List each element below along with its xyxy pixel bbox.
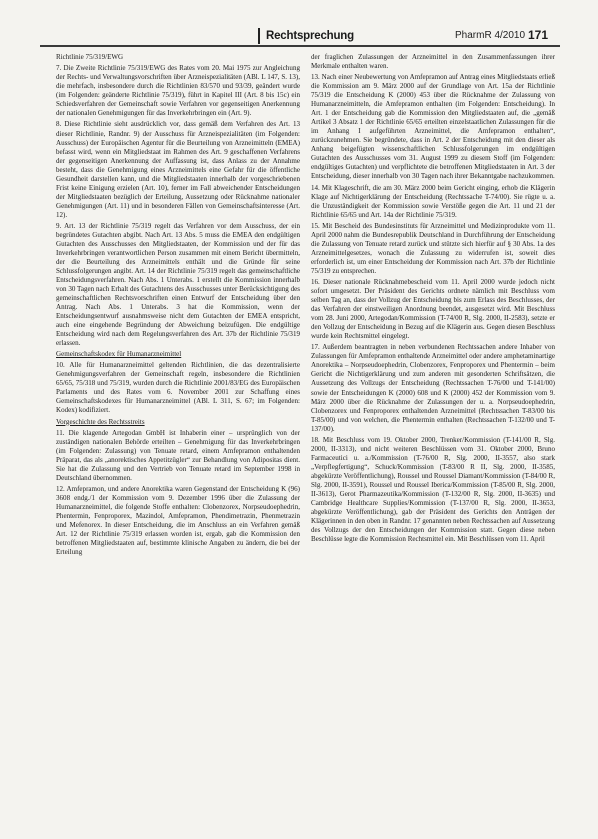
paragraph: 16. Dieser nationale Rücknahmebescheid vom 11. April 2000 wurde jedoch nicht sofort umgesetzt. Der Präsident des Gerichts ordnete nämlich mit Beschluss vom selben Tag an, dass der Vollzug der Entscheidung bis zum Erlass des Beschlusses, der das Verfahren der einstweiligen Anordnung beendet, ausgesetzt wird. Mit Beschluss vom 28. Juni 2000, Artegodan/Kommission (T-74/00 R, Slg. 2000, II-2583), setzte er den Vollzug der Entscheidung in Bezug auf die Klägerin aus. Gegen diesen Beschluss wurde kein Rechtsmittel eingelegt. (311, 278, 555, 341)
paragraph: 11. Die klagende Artegodan GmbH ist Inhaberin einer – ursprünglich von der zuständigen nationalen Behörde erteilten – Genehmigung für das Inverkehrbringen (im Folgenden: Zulassung) von Tenuate retard, einem Amfepramon enthaltenden Präparat, das als „anorektisches Appetitzügler“ zur Behandlung von Adipositas dient. Sie hat die Zulassung und den Vertrieb von Tenuate retard im September 1998 in Deutschland übernommen. (56, 428, 300, 482)
paragraph: 8. Diese Richtlinie sieht ausdrücklich vor, dass gemäß dem Verfahren des Art. 13 dieser Richtlinie, Randnr. 9) der Ausschuss für Arzneispezialitäten (im Folgenden: Ausschuss) der Europäischen Agentur für die Beurteilung von Arzneimitteln (EMEA) befasst wird, wenn ein Mitgliedstaat im Rahmen des Art. 9 geschaffenen Verfahrens der gegenseitigen Anerkennung der Auffassung ist, dass Anlass zu der Annahme besteht, dass die Genehmigung eines Arzneimittels eine Gefahr für die öffentliche Gesundheit darstellen kann, und die Mitgliedstaaten innerhalb der vorgeschriebenen Frist keine Einigung erzielen (Art. 10), ferner im Fall abweichender Entscheidungen der Mitgliedstaaten bezüglich der Erteilung, Aussetzung oder Rücknahme nationaler Genehmigungen (Art. 11) und in besonderen Fällen von Gemeinschaftsinteresse (Art. 12). (56, 120, 300, 219)
paragraph: 13. Nach einer Neubewertung von Amfepramon auf Antrag eines Mitgliedstaats erließ die Kommission am 9. März 2000 auf der Grundlage von Art. 15a der Richtlinie 75/319 die Entscheidung K (2000) 453 über die Rücknahme der Zulassung von Humanarzneimitteln, die Amfepramon enthalten (im Folgenden: Entscheidung). In Art. 1 der Entscheidung gab die Kommission den Mitgliedstaaten auf, die „gemäß Artikel 3 Absatz 1 der Richtlinie 65/65 erteilten einzelstaatlichen Zulassungen für die im Anhang I aufgeführten Arzneimittel, die Amfepramon enthalten“, zurückzunehmen. Sie begründete, dass in Art. 2 der Entscheidung mit den dieser als Anhang beigefügten wissenschaftlichen Schlussfolgerungen im endgültigen Gutachten des Ausschusses vom 31. August 1999 zu diesem Stoff (im Folgenden: endgültiges Gutachten) und verpflichtete die betroffenen Mitgliedstaaten in Art. 3 der Entscheidung, dieser innerhalb von 30 Tagen nach ihrer Bekanntgabe nachzukommen. (311, 73, 555, 181)
paragraph: 17. Außerdem beantragten in neben verbundenen Rechtssachen andere Inhaber von Zulassungen für Amfepramon enthaltende Arzneimittel oder andere amphetaminartige Anorektika – Norpseudoephedrin, Clobenzorex, Fenproporex und Phentermin – beim Gericht die Nichtigerklärung und zum anderen mit gesonderten Schriftsätzen, die Aussetzung des Vollzugs der Entscheidung (Rechtssachen T-76/00 und T-141/00) sowie der Entscheidungen K (2000) 608 und K (2000) 452 der Kommission vom 9. März 2000 über die Rücknahme der Zulassungen der u. a. Norpseudoephedrin, Clobenzorex und Fenproporex enthaltenden Arzneimittel (Rechtssachen T-83/00 bis T-85/00) und von welchen, die Phentermin enthalten (Rechtssachen T-132/00 und T-137/00). (311, 343, 555, 433)
paragraph: 18. Mit Beschluss vom 19. Oktober 2000, Trenker/Kommission (T-141/00 R, Slg. 2000, II-3313), und nicht weiteren Beschlüssen vom 31. Oktober 2000, Bruno Farmaceutici u. a./Kommission (T-76/00 R, Slg. 2000, II-3557, also stark „Verpflegfertigung“, Schuck/Kommission (T-83/00 R II, Slg. 2000, II-3585, abgekürzte Veröffentlichung), Roussel und Roussel Diamant/Kommission (T-84/00 R, Slg. 2000, II-3591), Roussel und Roussel Iberica/Kommission (T-85/00 R, Slg. 2000, II-3613), Gerot Pharmazeutika/Kommission (T-132/00 R, Slg. 2000, II-3635) und Cambridge Healthcare Supplies/Kommission (T-137/00 R, Slg. 2000, II-3653, abgekürzte Veröffentlichung), gab der Präsident des Gerichts den Anträgen der Klägerinnen in den oben in Randnr. 17 genannten neben Rechtssachen auf Aussetzung des Vollzugs der den Entscheidungen der Kommission statt. Gegen diese neben Beschlüsse legte die Kommission Rechtsmittel ein. Mit Beschlüssen vom 11. April (311, 435, 555, 543)
paragraph: 9. Art. 13 der Richtlinie 75/319 regelt das Verfahren vor dem Ausschuss, der ein begründetes Gutachten abgibt. Nach Art. 13 Abs. 5 muss die EMEA den endgültigen Gutachten des Ausschusses den Mitgliedstaaten, der Kommission und der für das Inverkehrbringen verantwortlichen Person zusammen mit einem Bericht übermitteln, der die Beurteilung des Arzneimittels enthält und die Gründe für seine Schlussfolgerungen angibt. Art. 14 der Richtlinie 75/319 regelt das gemeinschaftliche Entscheidungsverfahren. Nach Abs. 1 Unterabs. 1 erstellt die Kommission innerhalb von 30 Tagen nach Erhalt des Gutachtens des Ausschusses unter Berücksichtigung des gemeinschaftlichen Rechtsvorschriften einen Entwurf der Entscheidung über den Antrag. Nach Abs. 1 Unterabs. 3 hat die Kommission, wenn der Entscheidungsentwurf ausnahmsweise nicht dem Gutachten der EMEA entspricht, auch eine eingehende Begründung der Abweichung beizufügen. Die endgültige Entscheidung wird nach dem Regelungsverfahren des Art. 37b der Richtlinie 75/319 erlassen. (56, 221, 300, 348)
header-rule (40, 45, 560, 47)
paragraph: der fraglichen Zulassungen der Arzneimittel in den Zusammenfassungen ihrer Merkmale enthalten waren. (311, 53, 555, 71)
paragraph: 14. Mit Klageschrift, die am 30. März 2000 beim Gericht einging, erhob die Klägerin Klage auf Nichtigerklärung der Entscheidung (Rechtssache T-74/00). Sie rügte u. a. die Unzuständigkeit der Kommission sowie Verstöße gegen die Art. 11 und 21 der Richtlinie 65/65 und Art. 14a der Richtlinie 75/319. (311, 183, 555, 219)
page-number: 171 (528, 28, 549, 42)
section-heading: Gemeinschaftskodex für Humanarzneimittel (56, 350, 182, 359)
page-header (0, 0, 598, 44)
right-column (311, 53, 555, 835)
section-title: Rechtsprechung (258, 28, 416, 44)
paragraph: 7. Die Zweite Richtlinie 75/319/EWG des Rates vom 20. Mai 1975 zur Angleichung der Rechts- und Verwaltungsvorschriften über Arzneispezialitäten (ABl. L 147, S. 13), die mehrfach, insbesondere durch die Richtlinien 83/570 und 93/39, geändert wurde (im Folgenden: geänderte Richtlinie 75/319), führt in Kapitel III (Art. 8 bis 15c) ein Schiedsverfahren der Gemeinschaft sowie Verfahren vor gegenseitigen Anerkennung der nationalen Genehmigungen für das Inverkehrbringen ein (Art. 9). (56, 64, 300, 118)
left-column (56, 53, 300, 835)
paragraph: 15. Mit Bescheid des Bundesinstituts für Arzneimittel und Medizinprodukte vom 11. April 2000 nahm die Bundesrepublik Deutschland in Durchführung der Entscheidung die Zulassung von Tenuate retard zurück und stützte sich hierfür auf § 30 Abs. 1a des Arzneimittelgesetzes, wonach die Zulassung zu widerrufen ist, soweit dies erforderlich ist, um einer Entscheidung der Kommission nach Art. 37b der Richtlinie 75/319 zu entsprechen. (311, 221, 555, 275)
journal-name: PharmR 4/2010 (455, 30, 526, 41)
paragraph: 12. Amfepramon, und andere Anorektika waren Gegenstand der Entscheidung K (96) 3608 endg./1 der Kommission vom 9. Dezember 1996 über die Zulassung der Humanarzneimittel, die folgende Stoffe enthalten: Clobenzorex, Norpseudoephedrin, Phentermin, Fenproporex, Mazindol, Amfepramon, Phendimetrazin, Phenmetrazin und Mefenorex. In dieser Entscheidung, die im Anschluss an ein Verfahren gemäß Art. 12 der Richtlinie 75/319 erlassen worden ist, ergab, gab die Kommission den betroffenen Mitgliedstaaten auf, bestimmte klinische Angaben zu ändern, die bei der Erteilung (56, 484, 300, 556)
paragraph: Richtlinie 75/319/EWG (56, 53, 124, 61)
section-heading: Vorgeschichte des Rechtsstreits (56, 417, 145, 426)
paragraph: 10. Alle für Humanarzneimittel geltenden Richtlinien, die das dezentralisierte Genehmigungsverfahren der Gemeinschaft regeln, insbesondere die Richtlinien 65/65, 75/318 und 75/319, wurden durch die Richtlinie 2001/83/EG des Europäischen Parlaments und des Rates vom 6. November 2001 zur Schaffung eines Gemeinschaftskodexes für Humanarzneimittel (ABl. L 311, S. 67; im Folgenden: Kodex) kodifiziert. (56, 361, 300, 415)
